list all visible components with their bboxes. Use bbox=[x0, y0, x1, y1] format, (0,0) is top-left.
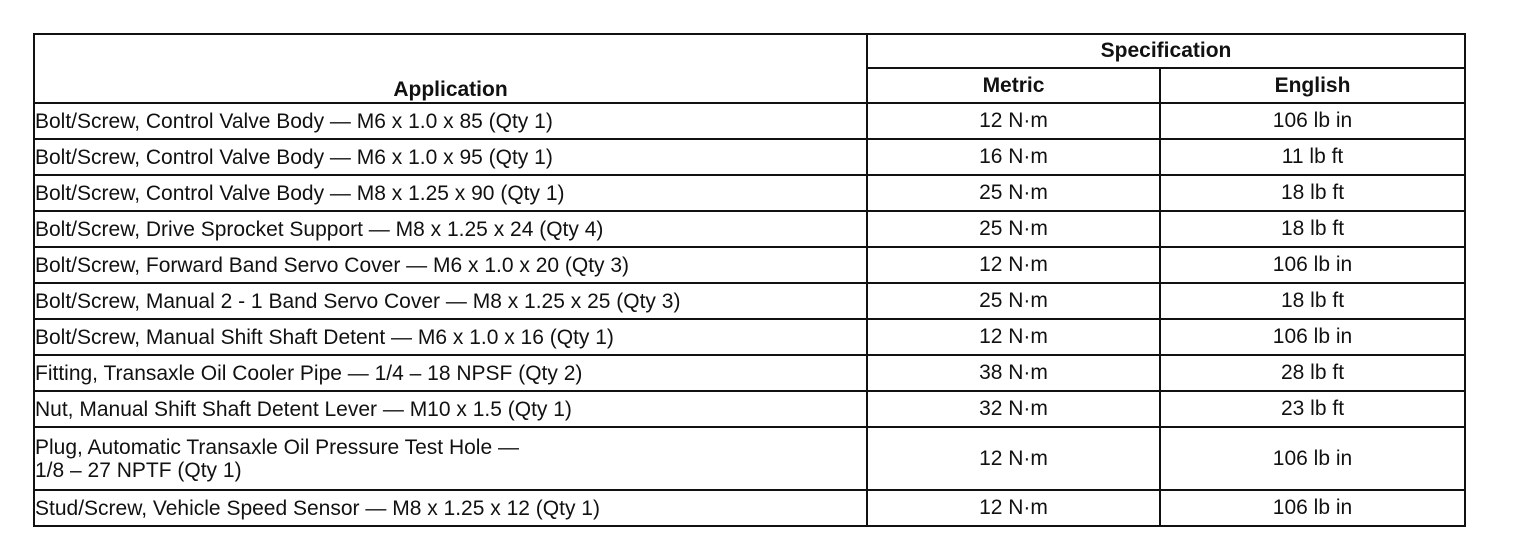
english-cell: 18 lb ft bbox=[1160, 175, 1465, 211]
metric-cell: 12 N·m bbox=[867, 427, 1160, 490]
english-cell: 18 lb ft bbox=[1160, 283, 1465, 319]
table-row bbox=[34, 247, 1465, 283]
metric-cell: 32 N·m bbox=[867, 391, 1160, 427]
english-cell: 106 lb in bbox=[1160, 490, 1465, 526]
table-row bbox=[34, 175, 1465, 211]
english-cell: 18 lb ft bbox=[1160, 211, 1465, 247]
table-row bbox=[34, 427, 1465, 490]
application-cell: Bolt/Screw, Control Valve Body — M6 x 1.0 x 95 (Qty 1) bbox=[34, 139, 867, 175]
metric-cell: 38 N·m bbox=[867, 355, 1160, 391]
metric-cell: 25 N·m bbox=[867, 211, 1160, 247]
metric-cell: 12 N·m bbox=[867, 319, 1160, 355]
english-cell: 106 lb in bbox=[1160, 319, 1465, 355]
table-row bbox=[34, 319, 1465, 355]
header-english: English bbox=[1160, 68, 1465, 103]
header-application: Application bbox=[34, 34, 867, 103]
table-row bbox=[34, 391, 1465, 427]
torque-spec-table bbox=[33, 33, 1466, 527]
application-cell: Nut, Manual Shift Shaft Detent Lever — M10 x 1.5 (Qty 1) bbox=[34, 391, 867, 427]
english-cell: 106 lb in bbox=[1160, 427, 1465, 490]
application-cell: Bolt/Screw, Control Valve Body — M6 x 1.0 x 85 (Qty 1) bbox=[34, 103, 867, 139]
table-row bbox=[34, 490, 1465, 526]
metric-cell: 12 N·m bbox=[867, 103, 1160, 139]
application-line-1: Plug, Automatic Transaxle Oil Pressure Test Hole — bbox=[35, 435, 519, 459]
application-cell: Bolt/Screw, Manual Shift Shaft Detent — M6 x 1.0 x 16 (Qty 1) bbox=[34, 319, 867, 355]
application-cell: Bolt/Screw, Forward Band Servo Cover — M6 x 1.0 x 20 (Qty 3) bbox=[34, 247, 867, 283]
table-row bbox=[34, 139, 1465, 175]
application-line-2: 1/8 – 27 NPTF (Qty 1) bbox=[35, 458, 242, 482]
metric-cell: 16 N·m bbox=[867, 139, 1160, 175]
application-cell: Bolt/Screw, Manual 2 - 1 Band Servo Cover — M8 x 1.25 x 25 (Qty 3) bbox=[34, 283, 867, 319]
table-row bbox=[34, 103, 1465, 139]
metric-cell: 12 N·m bbox=[867, 247, 1160, 283]
table-row bbox=[34, 211, 1465, 247]
english-cell: 106 lb in bbox=[1160, 103, 1465, 139]
english-cell: 28 lb ft bbox=[1160, 355, 1465, 391]
english-cell: 11 lb ft bbox=[1160, 139, 1465, 175]
header-row bbox=[34, 34, 1465, 68]
table-row bbox=[34, 283, 1465, 319]
english-cell: 23 lb ft bbox=[1160, 391, 1465, 427]
header-metric: Metric bbox=[867, 68, 1160, 103]
english-cell: 106 lb in bbox=[1160, 247, 1465, 283]
application-cell: Bolt/Screw, Drive Sprocket Support — M8 x 1.25 x 24 (Qty 4) bbox=[34, 211, 867, 247]
application-cell: Bolt/Screw, Control Valve Body — M8 x 1.25 x 90 (Qty 1) bbox=[34, 175, 867, 211]
metric-cell: 25 N·m bbox=[867, 175, 1160, 211]
header-specification: Specification bbox=[867, 34, 1465, 68]
table-row bbox=[34, 355, 1465, 391]
metric-cell: 12 N·m bbox=[867, 490, 1160, 526]
application-cell: Fitting, Transaxle Oil Cooler Pipe — 1/4 – 18 NPSF (Qty 2) bbox=[34, 355, 867, 391]
application-cell: Stud/Screw, Vehicle Speed Sensor — M8 x 1.25 x 12 (Qty 1) bbox=[34, 490, 867, 526]
application-cell bbox=[34, 427, 867, 490]
metric-cell: 25 N·m bbox=[867, 283, 1160, 319]
